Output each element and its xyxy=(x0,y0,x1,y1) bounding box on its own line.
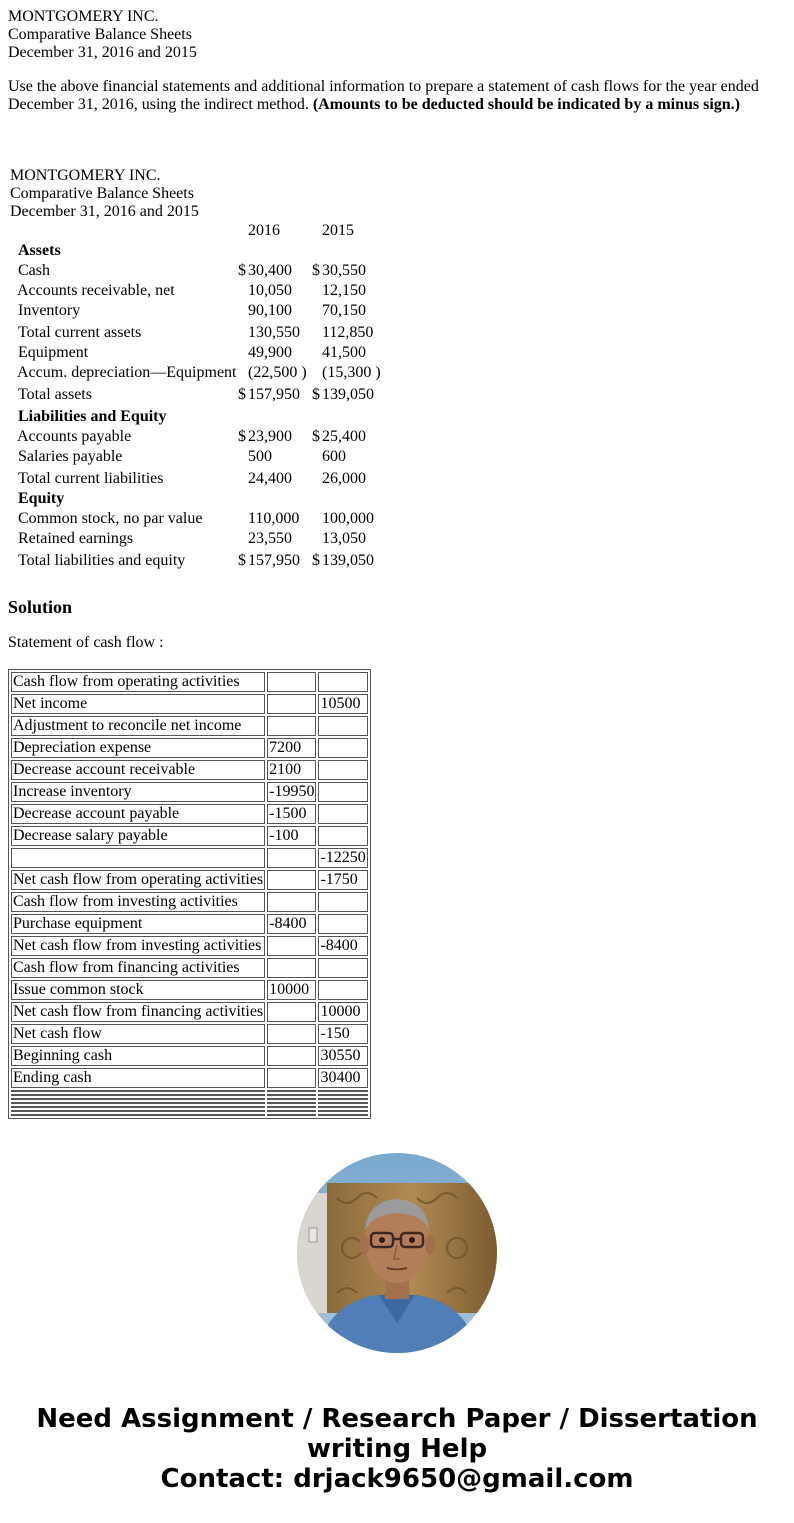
row-label: Inventory xyxy=(18,302,81,319)
table-row xyxy=(11,804,368,824)
row-label: Net cash flow from operating activities xyxy=(13,871,264,888)
bs-row-retained-earnings xyxy=(10,529,410,549)
total-cell xyxy=(318,738,367,758)
value-2015: 25,400 xyxy=(322,428,366,445)
total-cell xyxy=(318,914,367,934)
table-row xyxy=(11,694,368,714)
table-row xyxy=(11,980,368,1000)
value-2016: (22,500 ) xyxy=(248,364,307,381)
amount-cell: 2100 xyxy=(267,760,316,780)
empty-cell xyxy=(267,1094,316,1096)
value-2016: 130,550 xyxy=(248,324,300,341)
value-2015: 13,050 xyxy=(322,530,366,547)
banner-line-1: Need Assignment / Research Paper / Dissertation xyxy=(36,1404,758,1434)
contact-banner xyxy=(0,1404,794,1494)
bs-row-common-stock xyxy=(10,509,410,529)
document-title: Comparative Balance Sheets xyxy=(8,26,192,43)
bs-row-cash xyxy=(10,261,410,281)
row-label: Accounts payable xyxy=(17,428,132,445)
solution-heading: Solution xyxy=(8,597,73,617)
row-label: Adjustment to reconcile net income xyxy=(11,716,265,736)
value-2015: 26,000 xyxy=(322,470,366,487)
amount-cell xyxy=(267,892,316,912)
bs-row-inventory xyxy=(10,301,410,321)
empty-row xyxy=(11,1094,368,1096)
row-label: Accounts receivable, net xyxy=(17,282,175,299)
total-cell: 30400 xyxy=(318,1068,367,1088)
table-row xyxy=(11,738,368,758)
amount-cell xyxy=(267,1068,316,1088)
table-row xyxy=(11,782,368,802)
row-label: Decrease salary payable xyxy=(11,826,265,846)
amount-cell: -8400 xyxy=(267,914,316,934)
amount-cell xyxy=(267,694,316,714)
total-cell xyxy=(318,958,367,978)
total-cell xyxy=(318,672,367,692)
row-label: Purchase equipment xyxy=(11,914,265,934)
row-label: Total liabilities and equity xyxy=(18,552,186,569)
dollar-sign: $ xyxy=(238,428,246,445)
table-row xyxy=(11,826,368,846)
amount-cell xyxy=(267,936,316,956)
table-row xyxy=(11,1002,368,1022)
bs-row-salaries-payable xyxy=(10,447,410,467)
empty-cell xyxy=(11,1114,265,1116)
portrait-image xyxy=(297,1153,497,1353)
total-cell: -1750 xyxy=(318,870,367,890)
document-date: December 31, 2016 and 2015 xyxy=(8,44,197,61)
value-2015: 112,850 xyxy=(322,324,374,341)
total-cell xyxy=(318,980,367,1000)
empty-cell xyxy=(267,1102,316,1104)
row-label: Net cash flow from investing activities xyxy=(11,936,265,956)
dollar-sign: $ xyxy=(238,386,246,403)
value-2016: 30,400 xyxy=(248,262,292,279)
table-row xyxy=(11,892,368,912)
row-label: Total assets xyxy=(18,386,92,403)
empty-row xyxy=(11,1090,368,1092)
total-cell xyxy=(318,760,367,780)
empty-cell xyxy=(267,1098,316,1100)
empty-cell xyxy=(11,1102,265,1104)
total-cell xyxy=(318,826,367,846)
amount-cell: 10000 xyxy=(267,980,316,1000)
total-cell xyxy=(318,892,367,912)
amount-cell: -19950 xyxy=(269,783,315,800)
bs-company: MONTGOMERY INC. xyxy=(10,167,161,184)
total-cell: -12250 xyxy=(320,849,366,866)
table-row xyxy=(11,1068,368,1088)
empty-row xyxy=(11,1098,368,1100)
dollar-sign: $ xyxy=(238,262,246,279)
row-label: Cash xyxy=(18,262,50,279)
row-label: Issue common stock xyxy=(11,980,265,1000)
dollar-sign: $ xyxy=(312,428,320,445)
author-photo xyxy=(297,1153,497,1353)
row-label: Total current liabilities xyxy=(18,470,164,487)
total-cell: 10500 xyxy=(318,694,367,714)
empty-cell xyxy=(318,1090,367,1092)
liabilities-heading: Liabilities and Equity xyxy=(18,408,167,425)
table-row xyxy=(11,1046,368,1066)
value-2015: 70,150 xyxy=(322,302,366,319)
row-label: Accum. depreciation—Equipment xyxy=(17,364,237,381)
row-label: Net cash flow xyxy=(11,1024,265,1044)
dollar-sign: $ xyxy=(312,386,320,403)
intro-header xyxy=(8,8,788,62)
dollar-sign: $ xyxy=(238,552,246,569)
instructions-text: Use the above financial statements and additional information to prepare a statement of cash flows for the year ended December 31, 2016, using the indirect method. xyxy=(8,78,759,113)
row-label: Common stock, no par value xyxy=(18,510,203,527)
empty-row xyxy=(11,1102,368,1104)
dollar-sign: $ xyxy=(312,552,320,569)
equity-heading: Equity xyxy=(18,490,65,507)
empty-cell xyxy=(11,1098,265,1100)
amount-cell xyxy=(267,848,316,868)
empty-cell xyxy=(267,1114,316,1116)
table-row xyxy=(11,870,368,890)
amount-cell xyxy=(267,716,316,736)
empty-cell xyxy=(318,1106,367,1108)
total-cell: -150 xyxy=(318,1024,367,1044)
col-2015-header: 2015 xyxy=(322,222,354,239)
row-label: Ending cash xyxy=(11,1068,265,1088)
banner-line-2: writing Help xyxy=(306,1434,488,1464)
row-label xyxy=(11,848,265,868)
row-label: Net income xyxy=(11,694,265,714)
bs-column-headers xyxy=(10,221,410,241)
instructions xyxy=(8,78,778,114)
total-cell xyxy=(318,804,367,824)
amount-cell xyxy=(267,1046,316,1066)
empty-cell xyxy=(318,1094,367,1096)
table-row xyxy=(11,848,368,868)
bs-row-accum-depreciation xyxy=(10,363,410,383)
empty-cell xyxy=(318,1098,367,1100)
cash-flow-table xyxy=(8,669,371,1119)
company-name: MONTGOMERY INC. xyxy=(8,8,159,25)
row-label: Decrease account receivable xyxy=(11,760,265,780)
table-row xyxy=(11,672,368,692)
bs-title: Comparative Balance Sheets xyxy=(10,185,194,202)
row-label: Retained earnings xyxy=(18,530,134,547)
amount-cell xyxy=(267,672,316,692)
row-label: Beginning cash xyxy=(11,1046,265,1066)
row-label: Decrease account payable xyxy=(11,804,265,824)
total-cell: 30550 xyxy=(318,1046,367,1066)
value-2016: 157,950 xyxy=(248,552,300,569)
col-2016-header: 2016 xyxy=(248,222,280,239)
row-label: Cash flow from financing activities xyxy=(11,958,265,978)
table-row xyxy=(11,958,368,978)
empty-cell xyxy=(11,1106,265,1108)
row-label: Cash flow from investing activities xyxy=(11,892,265,912)
amount-cell: 7200 xyxy=(267,738,316,758)
row-label: Cash flow from operating activities xyxy=(11,672,265,692)
empty-cell xyxy=(318,1114,367,1116)
empty-cell xyxy=(267,1110,316,1112)
value-2015: (15,300 ) xyxy=(322,364,381,381)
empty-row xyxy=(11,1106,368,1108)
row-label: Total current assets xyxy=(18,324,142,341)
empty-cell xyxy=(318,1110,367,1112)
amount-cell xyxy=(267,870,316,890)
total-cell: -8400 xyxy=(318,936,367,956)
empty-cell xyxy=(318,1102,367,1104)
bs-row-total-liabilities-equity xyxy=(10,551,410,571)
total-cell xyxy=(318,782,367,802)
bs-row-accounts-payable xyxy=(10,427,410,447)
row-label: Equipment xyxy=(18,344,89,361)
total-cell xyxy=(318,716,367,736)
amount-cell xyxy=(267,1024,316,1044)
row-label: Depreciation expense xyxy=(11,738,265,758)
bs-row-total-current-assets xyxy=(10,323,410,343)
empty-cell xyxy=(11,1110,265,1112)
value-2015: 41,500 xyxy=(322,344,366,361)
empty-cell xyxy=(267,1090,316,1092)
value-2016: 157,950 xyxy=(248,386,300,403)
value-2015: 30,550 xyxy=(322,262,366,279)
value-2016: 90,100 xyxy=(248,302,292,319)
value-2016: 23,900 xyxy=(248,428,292,445)
table-row xyxy=(11,716,368,736)
value-2016: 10,050 xyxy=(248,282,292,299)
bs-row-total-current-liabilities xyxy=(10,469,410,489)
bs-row-accounts-receivable xyxy=(10,281,410,301)
value-2016: 24,400 xyxy=(248,470,292,487)
value-2015: 139,050 xyxy=(322,552,374,569)
empty-cell xyxy=(11,1094,265,1096)
statement-caption: Statement of cash flow : xyxy=(8,634,164,651)
amount-cell: -1500 xyxy=(267,804,316,824)
empty-row xyxy=(11,1114,368,1116)
value-2015: 600 xyxy=(322,448,346,465)
row-label: Net cash flow from financing activities xyxy=(13,1003,264,1020)
amount-cell xyxy=(267,958,316,978)
balance-sheet xyxy=(10,166,410,576)
contact-email: Contact: drjack9650@gmail.com xyxy=(160,1464,634,1494)
empty-row xyxy=(11,1110,368,1112)
value-2015: 139,050 xyxy=(322,386,374,403)
amount-cell: -100 xyxy=(267,826,316,846)
bs-date: December 31, 2016 and 2015 xyxy=(10,203,199,220)
bs-row-equipment xyxy=(10,343,410,363)
amount-cell xyxy=(267,1002,316,1022)
row-label: Increase inventory xyxy=(11,782,265,802)
value-2015: 12,150 xyxy=(322,282,366,299)
value-2015: 100,000 xyxy=(322,510,374,527)
assets-heading: Assets xyxy=(18,242,61,259)
table-row xyxy=(11,1024,368,1044)
table-row xyxy=(11,936,368,956)
value-2016: 49,900 xyxy=(248,344,292,361)
value-2016: 110,000 xyxy=(248,510,300,527)
total-cell: 10000 xyxy=(318,1002,367,1022)
value-2016: 500 xyxy=(248,448,272,465)
instructions-note: (Amounts to be deducted should be indicated by a minus sign.) xyxy=(312,96,741,113)
bs-row-total-assets xyxy=(10,385,410,405)
value-2016: 23,550 xyxy=(248,530,292,547)
dollar-sign: $ xyxy=(312,262,320,279)
empty-cell xyxy=(11,1090,265,1092)
row-label: Salaries payable xyxy=(18,448,123,465)
table-row xyxy=(11,914,368,934)
empty-cell xyxy=(267,1106,316,1108)
table-row xyxy=(11,760,368,780)
